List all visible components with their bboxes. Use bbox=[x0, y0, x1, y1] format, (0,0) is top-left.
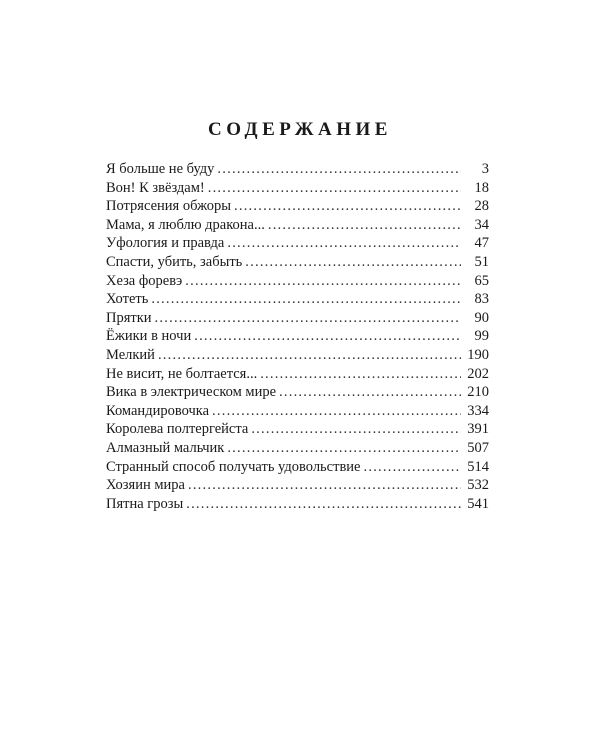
toc-entry-page: 99 bbox=[474, 328, 489, 345]
dot-leader bbox=[217, 160, 461, 179]
toc-entry bbox=[106, 458, 489, 477]
toc-entry-title: Хеза форевэ bbox=[106, 272, 183, 289]
toc-entry bbox=[106, 439, 489, 458]
dot-leader bbox=[260, 365, 461, 384]
toc-entry-page: 28 bbox=[474, 198, 489, 215]
dot-leader bbox=[364, 458, 462, 477]
toc-entry-page: 3 bbox=[481, 161, 489, 177]
toc-entry-page: 34 bbox=[474, 216, 489, 233]
toc-entry-title: Странный способ получать удовольствие bbox=[106, 458, 361, 475]
table-of-contents bbox=[106, 160, 489, 513]
toc-entry-title: Ёжики в ночи bbox=[106, 328, 192, 345]
toc-entry bbox=[106, 272, 489, 291]
toc-entry-title: Хозяин мира bbox=[106, 477, 185, 494]
toc-entry bbox=[106, 476, 489, 495]
dot-leader bbox=[155, 309, 461, 328]
toc-entry-page: 532 bbox=[467, 477, 489, 494]
toc-entry bbox=[106, 346, 489, 365]
toc-entry-title: Не висит, не болтается... bbox=[106, 365, 258, 382]
toc-entry-page: 391 bbox=[467, 421, 489, 438]
toc-entry-page: 190 bbox=[467, 346, 489, 363]
toc-entry-title: Потрясения обжоры bbox=[106, 198, 231, 215]
dot-leader bbox=[234, 197, 461, 216]
toc-entry bbox=[106, 420, 489, 439]
toc-entry-title: Прятки bbox=[106, 309, 152, 326]
toc-entry-title: Пятна грозы bbox=[106, 495, 184, 512]
toc-entry bbox=[106, 253, 489, 272]
dot-leader bbox=[194, 327, 461, 346]
toc-entry bbox=[106, 383, 489, 402]
toc-entry-title: Я больше не буду bbox=[106, 161, 215, 177]
toc-entry-title: Вон! К звёздам! bbox=[106, 179, 205, 196]
toc-entry-title: Алмазный мальчик bbox=[106, 439, 225, 456]
dot-leader bbox=[268, 216, 461, 235]
toc-entry-page: 47 bbox=[474, 235, 489, 252]
toc-entry-title: Хотеть bbox=[106, 291, 149, 308]
toc-entry-title: Командировочка bbox=[106, 402, 210, 419]
dot-leader bbox=[279, 383, 461, 402]
dot-leader bbox=[212, 402, 461, 421]
toc-entry-title: Мама, я люблю дракона... bbox=[106, 216, 265, 233]
toc-entry bbox=[106, 290, 489, 309]
page-title: СОДЕРЖАНИЕ bbox=[208, 119, 392, 140]
dot-leader bbox=[158, 346, 461, 365]
dot-leader bbox=[227, 234, 461, 253]
toc-entry bbox=[106, 234, 489, 253]
dot-leader bbox=[151, 290, 461, 309]
toc-entry-page: 51 bbox=[474, 253, 489, 270]
toc-entry bbox=[106, 216, 489, 235]
dot-leader bbox=[186, 495, 461, 514]
toc-entry bbox=[106, 402, 489, 421]
toc-entry-page: 334 bbox=[467, 402, 489, 419]
toc-entry-page: 514 bbox=[467, 458, 489, 475]
toc-entry-page: 18 bbox=[474, 179, 489, 196]
dot-leader bbox=[251, 420, 461, 439]
toc-entry bbox=[106, 179, 489, 198]
toc-entry bbox=[106, 309, 489, 328]
toc-entry bbox=[106, 495, 489, 514]
toc-entry-title: Вика в электрическом мире bbox=[106, 384, 277, 401]
toc-entry-page: 202 bbox=[467, 365, 489, 382]
toc-entry-title: Уфология и правда bbox=[106, 235, 225, 252]
dot-leader bbox=[227, 439, 461, 458]
toc-entry bbox=[106, 327, 489, 346]
dot-leader bbox=[188, 476, 461, 495]
toc-entry bbox=[106, 160, 489, 179]
toc-entry-page: 65 bbox=[474, 272, 489, 289]
dot-leader bbox=[185, 272, 461, 291]
toc-entry bbox=[106, 197, 489, 216]
toc-entry-title: Спасти, убить, забыть bbox=[106, 253, 243, 270]
toc-entry-title: Королева полтергейста bbox=[106, 421, 249, 438]
toc-entry bbox=[106, 365, 489, 384]
toc-entry-page: 541 bbox=[467, 495, 489, 512]
dot-leader bbox=[208, 179, 461, 198]
toc-entry-title: Мелкий bbox=[106, 346, 155, 363]
toc-entry-page: 83 bbox=[474, 291, 489, 308]
toc-entry-page: 210 bbox=[467, 384, 489, 401]
toc-entry-page: 90 bbox=[474, 309, 489, 326]
toc-entry-page: 507 bbox=[467, 439, 489, 456]
dot-leader bbox=[245, 253, 461, 272]
